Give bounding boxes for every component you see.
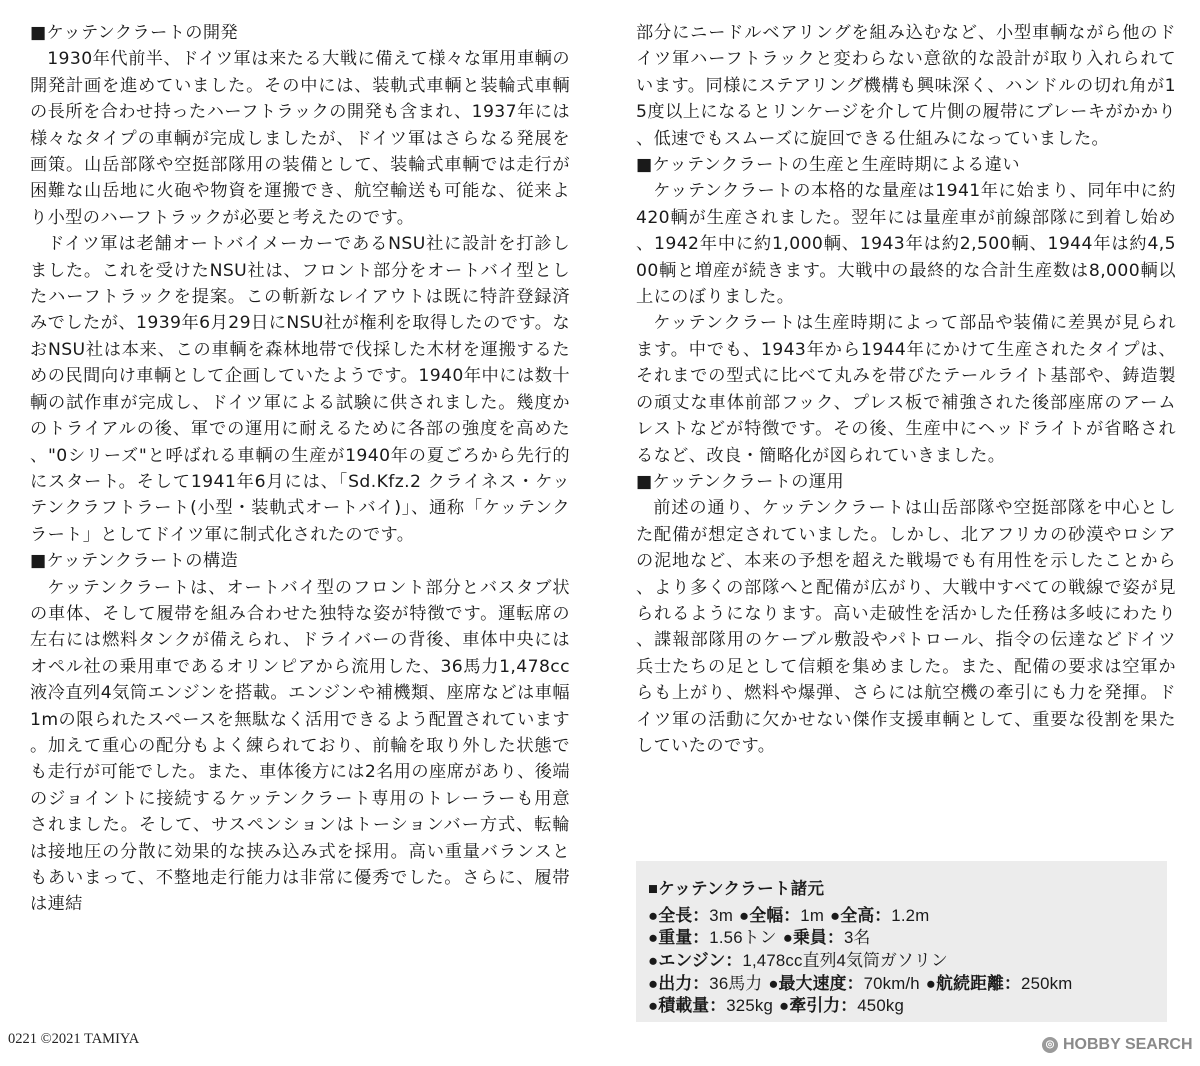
spec-row [648,970,1072,994]
section-heading-structure: ■ケッテンクラートの構造 [30,551,239,572]
spec-row [648,924,871,948]
spec-label: ●積載量： [648,996,727,1015]
left-column [30,20,570,918]
paragraph-continued: 部分にニードルベアリングを組み込むなど、小型車輌ながら他のドイツ軍ハーフトラックと変わらない意欲的な設計が取り入れられています。同様にステアリング機構も興味深く、ハンドルの切れ角が15度以上になるとリンケージを介して片側の履帯にブレーキがかかり、低速でもスムーズに旋回できる仕組みになっていました。 [636,23,1176,149]
spec-label: ●重量： [648,928,710,947]
copyright-text: ©2021 TAMIYA [40,1031,140,1047]
spec-value: 1.2m [891,906,930,925]
paragraph: 1930年代前半、ドイツ軍は来たる大戦に備えて様々な軍用車輌の開発計画を進めていました。その中には、装軌式車輌と装輪式車輌の長所を合わせ持ったハーフトラックの開発も含まれ、1937年には様々なタイプの車輌が完成しましたが、ドイツ軍はさらなる発展を画策。山岳部隊や空挺部隊用の装備として、装輪式車輌では走行が困難な山岳地に火砲や物資を運搬でき、航空輸送も可能な、従来より小型のハーフトラックが必要と考えたのです。 [30,49,570,228]
spec-label: ●航続距離： [925,974,1022,993]
watermark-text: HOBBY SEARCH [1063,1036,1193,1053]
spec-value: 250km [1021,974,1073,993]
section-heading-development: ■ケッテンクラートの開発 [30,23,239,43]
spec-label: ●最大速度： [768,974,864,993]
paragraph: ケッテンクラートの本格的な量産は1941年に始まり、同年中に約420輌が生産されました。翌年には量産車が前線部隊に到着し始め、1942年中に約1,000輌、1943年は約2,500輌、1944年は約4,500輌と増産が続きます。大戦中の最終的な合計生産数は8,000輌以上にのぼりました。 [636,181,1176,308]
spec-value: 70km/h [863,974,920,993]
section-heading-production: ■ケッテンクラートの生産と生産時期による違い [636,155,1020,176]
spec-label: ●出力： [648,974,710,993]
spec-value: 3m [709,906,733,925]
paragraph: ケッテンクラートは生産時期によって部品や装備に差異が見られます。中でも、1943年から1944年にかけて生産されたタイプは、それまでの型式に比べて丸みを帯びたテールライト基部や、鋳造製の頑丈な車体前部フック、プレス板で補強された後部座席のアームレストなどが特徴です。その後、生産中にヘッドライトが省略されるなど、改良・簡略化が図られていきました。 [636,313,1176,466]
spec-label: ●全高： [830,906,892,925]
paragraph: ケッテンクラートは、オートバイ型のフロント部分とバスタブ状の車体、そして履帯を組み合わせた独特な姿が特徴です。運転席の左右には燃料タンクが備えられ、ドライバーの背後、車体中央にはオペル社の乗用車であるオリンピアから流用した、36馬力1,478cc液冷直列4気筒エンジンを搭載。エンジンや補機類、座席などは車幅1mの限られたスペースを無駄なく活用できるよう配置されています。加えて重心の配分もよく練られており、前輪を取り外した状態でも走行が可能でした。また、車体後方には2名用の座席があり、後端のジョイントに接続するケッテンクラート専用のトレーラーも用意されました。そして、サスペンションはトーションバー方式、転輪は接地圧の分散に効果的な挟み込み式を採用。高い重量バランスともあいまって、不整地走行能力は非常に優秀でした。さらに、履帯は連結 [30,577,570,915]
spec-label: ●乗員： [782,928,844,947]
paragraph: ドイツ軍は老舗オートバイメーカーであるNSU社に設計を打診しました。これを受けたNSU社は、フロント部分をオートバイ型としたハーフトラックを提案。この斬新なレイアウトは既に特許登録済みでしたが、1939年6月29日にNSU社が権利を取得したのです。なおNSU社は本来、この車輌を森林地帯で伐採した木材を運搬するための民間向け車輌として企画していたようです。1940年中には数十輌の試作車が完成し、ドイツ軍による試験に供されました。幾度かのトライアルの後、軍での運用に耐えるために各部の強度を高めた、"0シリーズ"と呼ばれる車輌の生産が1940年の夏ごろから先行的にスタート。そして1941年6月には、「Sd.Kfz.2 クライネス・ケッテンクラフトラート(小型・装軌式オートバイ)」、通称「ケッテンクラート」としてドイツ軍に制式化されたのです。 [30,234,570,545]
spec-label: ●全長： [648,906,710,925]
spec-value: 1.56トン [709,928,777,947]
spec-value: 450kg [857,996,904,1015]
spec-value: 36馬力 [709,974,763,993]
spec-value: 1,478cc直列4気筒ガソリン [742,951,948,970]
paragraph: 前述の通り、ケッテンクラートは山岳部隊や空挺部隊を中心とした配備が想定されていました。しかし、北アフリカの砂漠やロシアの泥地など、本来の予想を超えた戦場でも有用性を示したことから、より多くの部隊へと配備が広がり、大戦中すべての戦線で姿が見られるようになります。高い走破性を活かした任務は多岐にわたり、諜報部隊用のケーブル敷設やパトロール、指令の伝達などドイツ兵士たちの足として信頼を集めました。また、配備の要求は空軍からも上がり、燃料や爆弾、さらには航空機の牽引にも力を発揮。ドイツ軍の活動に欠かせない傑作支援車輌として、重要な役割を果たしていたのです。 [636,498,1176,756]
spec-row [648,902,929,926]
footer-copyright [8,1031,139,1048]
right-column [636,20,1176,759]
spec-value: 325kg [726,996,773,1015]
spec-label: ●牽引力： [779,996,858,1015]
section-heading-operation: ■ケッテンクラートの運用 [636,471,845,492]
hobby-search-logo-icon: ◎ [1042,1037,1058,1053]
specifications-box [636,861,1167,1022]
spec-value: 1m [800,906,824,925]
specifications-title: ■ケッテンクラート諸元 [648,880,825,898]
spec-label: ●エンジン： [648,951,743,970]
spec-row [648,992,904,1016]
watermark [1042,1036,1193,1054]
spec-row [648,947,948,971]
spec-value: 3名 [844,928,871,947]
spec-label: ●全幅： [739,906,801,925]
footer-code: 0221 [8,1031,37,1047]
